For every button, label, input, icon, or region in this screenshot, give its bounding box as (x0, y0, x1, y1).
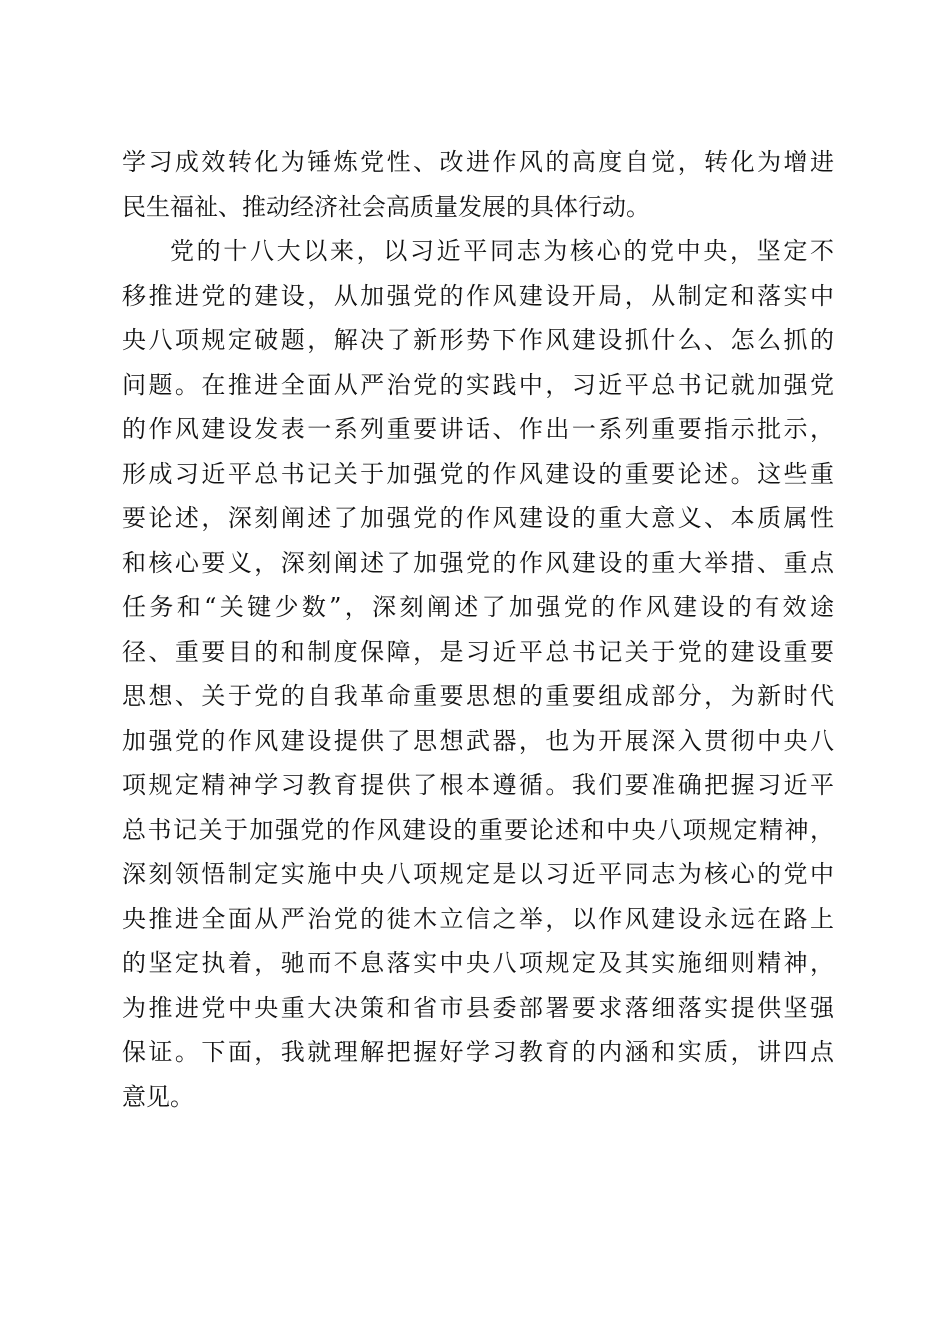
text-line: 深刻领悟制定实施中央八项规定是以习近平同志为核心的党中 (122, 860, 834, 888)
text-line: 问题。在推进全面从严治党的实践中，习近平总书记就加强党 (122, 370, 834, 399)
text-line: 和核心要义，深刻阐述了加强党的作风建设的重大举措、重点 (122, 548, 834, 577)
text-line: 移推进党的建设，从加强党的作风建设开局，从制定和落实中 (122, 281, 834, 310)
text-line: 的坚定执着，驰而不息落实中央八项规定及其实施细则精神， (122, 949, 834, 977)
text-line: 党的十八大以来，以习近平同志为核心的党中央，坚定不 (170, 237, 834, 265)
text-line: 形成习近平总书记关于加强党的作风建设的重要论述。这些重 (122, 459, 834, 488)
text-line: 要论述，深刻阐述了加强党的作风建设的重大意义、本质属性 (122, 504, 834, 532)
text-line: 项规定精神学习教育提供了根本遵循。我们要准确把握习近平 (122, 771, 834, 799)
paragraph-2 (122, 229, 834, 1119)
text-line: 的作风建设发表一系列重要讲话、作出一系列重要指示批示， (122, 415, 834, 443)
text-line: 意见。 (122, 1082, 194, 1111)
text-line: 民生福祉、推动经济社会高质量发展的具体行动。 (122, 192, 650, 221)
text-line: 保证。下面，我就理解把握好学习教育的内涵和实质，讲四点 (122, 1038, 834, 1066)
text-line: 央推进全面从严治党的徙木立信之举，以作风建设永远在路上 (122, 904, 834, 933)
text-line: 加强党的作风建设提供了思想武器，也为开展深入贯彻中央八 (122, 726, 834, 755)
text-line: 径、重要目的和制度保障，是习近平总书记关于党的建设重要 (122, 637, 834, 666)
paragraph-1 (122, 140, 834, 229)
text-line: 为推进党中央重大决策和省市县委部署要求落细落实提供坚强 (122, 993, 834, 1022)
text-line: 央八项规定破题，解决了新形势下作风建设抓什么、怎么抓的 (122, 326, 834, 354)
text-line: 思想、关于党的自我革命重要思想的重要组成部分，为新时代 (122, 682, 834, 710)
text-line: 总书记关于加强党的作风建设的重要论述和中央八项规定精神， (122, 815, 834, 844)
text-line: 任务和“关键少数”，深刻阐述了加强党的作风建设的有效途 (122, 593, 834, 621)
text-line: 学习成效转化为锤炼党性、改进作风的高度自觉，转化为增进 (122, 148, 834, 176)
document-body (122, 140, 834, 1119)
